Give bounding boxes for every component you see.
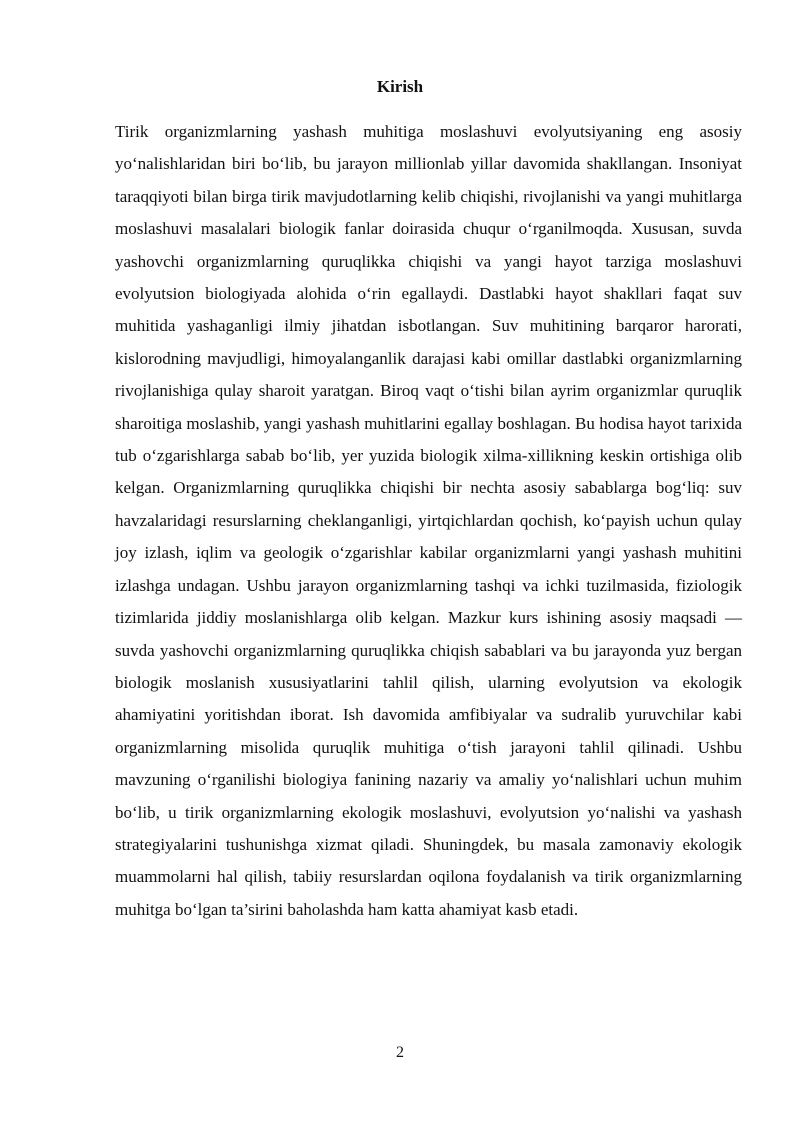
section-heading: Kirish [376, 77, 424, 96]
page-number: 2 [396, 1044, 404, 1061]
body-paragraph: Tirik organizmlarning yashash muhitiga moslashuvi evolyutsiyaning eng asosiy yo‘nalishlaridan biri bo‘lib, bu jarayon millionlab yillar davomida shakllangan. Insoniyat taraqqiyoti bilan birga tirik mavjudotlarning kelib chiqishi, rivojlanishi va yangi muhitlarga moslashuvi masalalari biologik fanlar doirasida chuqur o‘rganilmoqda. Xususan, suvda yashovchi organizmlarning quruqlikka chiqishi va yangi hayot tarziga moslashuvi evolyutsion biologiyada alohida o‘rin egallaydi. Dastlabki hayot shakllari faqat suv muhitida yashaganligi ilmiy jihatdan isbotlangan. Suv muhitining barqaror harorati, kislorodning mavjudligi, himoyalanganlik darajasi kabi omillar dastlabki organizmlarning rivojlanishiga qulay sharoit yaratgan. Biroq vaqt o‘tishi bilan ayrim organizmlar quruqlik sharoitiga moslashib, yangi yashash muhitlarini egallay boshlagan. Bu hodisa hayot tarixida tub o‘zgarishlarga sabab bo‘lib, yer yuzida biologik xilma-xillikning keskin ortishiga olib kelgan. Organizmlarning quruqlikka chiqishi bir nechta asosiy sabablarga bog‘liq: suv havzalaridagi resurslarning cheklanganligi, yirtqichlardan qochish, ko‘payish uchun qulay joy izlash, iqlim va geologik o‘zgarishlar kabilar organizmlarni yangi yashash muhitini izlashga undagan. Ushbu jarayon organizmlarning tashqi va ichki tuzilmasida, fiziologik tizimlarida jiddiy moslanishlarga olib kelgan. Mazkur kurs ishining asosiy maqsadi — suvda yashovchi organizmlarning quruqlikka chiqish sabablari va bu jarayonda yuz bergan biologik moslanish xususiyatlarini tahlil qilish, ularning evolyutsion va ekologik ahamiyatini yoritishdan iborat. Ish davomida amfibiyalar va sudralib yuruvchilar kabi organizmlarning misolida quruqlik muhitiga o‘tish jarayoni tahlil qilinadi. Ushbu mavzuning o‘rganilishi biologiya fanining nazariy va amaliy yo‘nalishlari uchun muhim bo‘lib, u tirik organizmlarning ekologik moslashuvi, evolyutsion yo‘nalishi va yashash strategiyalarini tushunishga xizmat qiladi. Shuningdek, bu masala zamonaviy ekologik muammolarni hal qilish, tabiiy resurslardan oqilona foydalanish va tirik organizmlarning muhitga bo‘lgan ta’sirini baholashda ham katta ahamiyat kasb etadi. [115, 122, 742, 919]
